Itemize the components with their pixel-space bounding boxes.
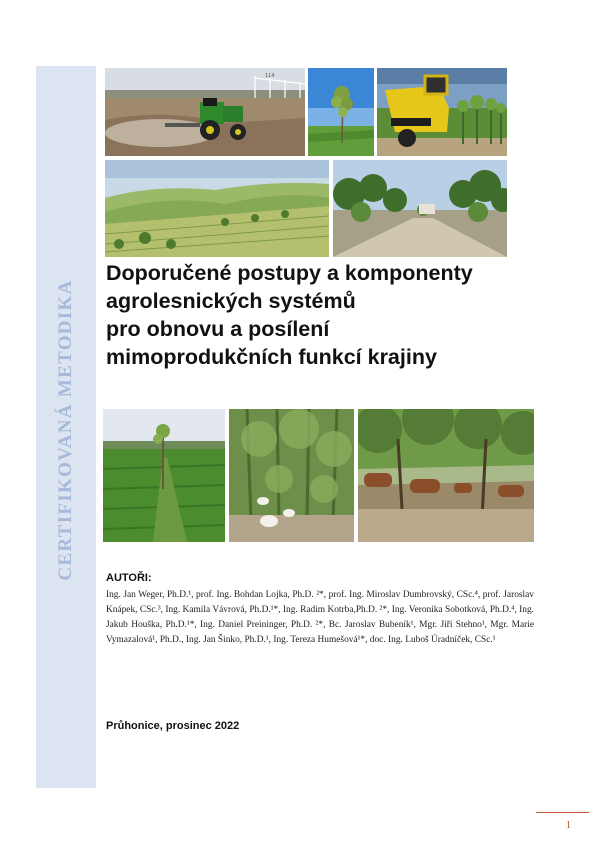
page-number: 1	[566, 820, 571, 831]
photo-tree-in-field	[103, 409, 225, 542]
photo-deer-orchard	[358, 409, 534, 542]
authors-heading: AUTOŘI:	[106, 572, 152, 584]
title-line: agrolesnických systémů	[106, 289, 356, 313]
sidebar-label: CERTIFIKOVANÁ METODIKA	[55, 279, 76, 581]
title-line: mimoprodukčních funkcí krajiny	[106, 345, 437, 369]
footer-rule	[536, 812, 589, 813]
photo-landscape	[105, 160, 329, 257]
photo-sapling-sky	[308, 68, 374, 156]
photo-harvester	[377, 68, 507, 156]
place-and-date: Průhonice, prosinec 2022	[106, 720, 240, 732]
photo-tree-alley	[333, 160, 507, 257]
authors-list: Ing. Jan Weger, Ph.D.¹, prof. Ing. Bohdan Lojka, Ph.D. ²*, prof. Ing. Miroslav Dumbrovský, CSc.⁴, prof. Jaroslav Knápek, CSc.³, Ing. Kamila Vávrová, Ph.D.¹*, Ing. Radim Kotrba,Ph.D. ²*, Ing. Veronika Sobotková, Ph.D.⁴, Ing. Jakub Houška, Ph.D.¹*, Ing. Daniel Preininger, Ph.D. ²*, Bc. Jaroslav Bubeník¹, Mgr. Jiří Stehno¹, Mgr. Marie Vymazalová¹, Ph.D., Ing. Jan Šinko, Ph.D.¹, Ing. Tereza Humešová¹*, doc. Ing. Luboš Úradníček, CSc.¹	[106, 590, 534, 645]
banner-number: 114	[265, 73, 275, 79]
document-title	[106, 259, 576, 371]
title-line: pro obnovu a posílení	[106, 317, 330, 341]
photo-chickens	[229, 409, 354, 542]
title-line: Doporučené postupy a komponenty	[106, 261, 473, 285]
photo-tractor	[105, 68, 305, 156]
